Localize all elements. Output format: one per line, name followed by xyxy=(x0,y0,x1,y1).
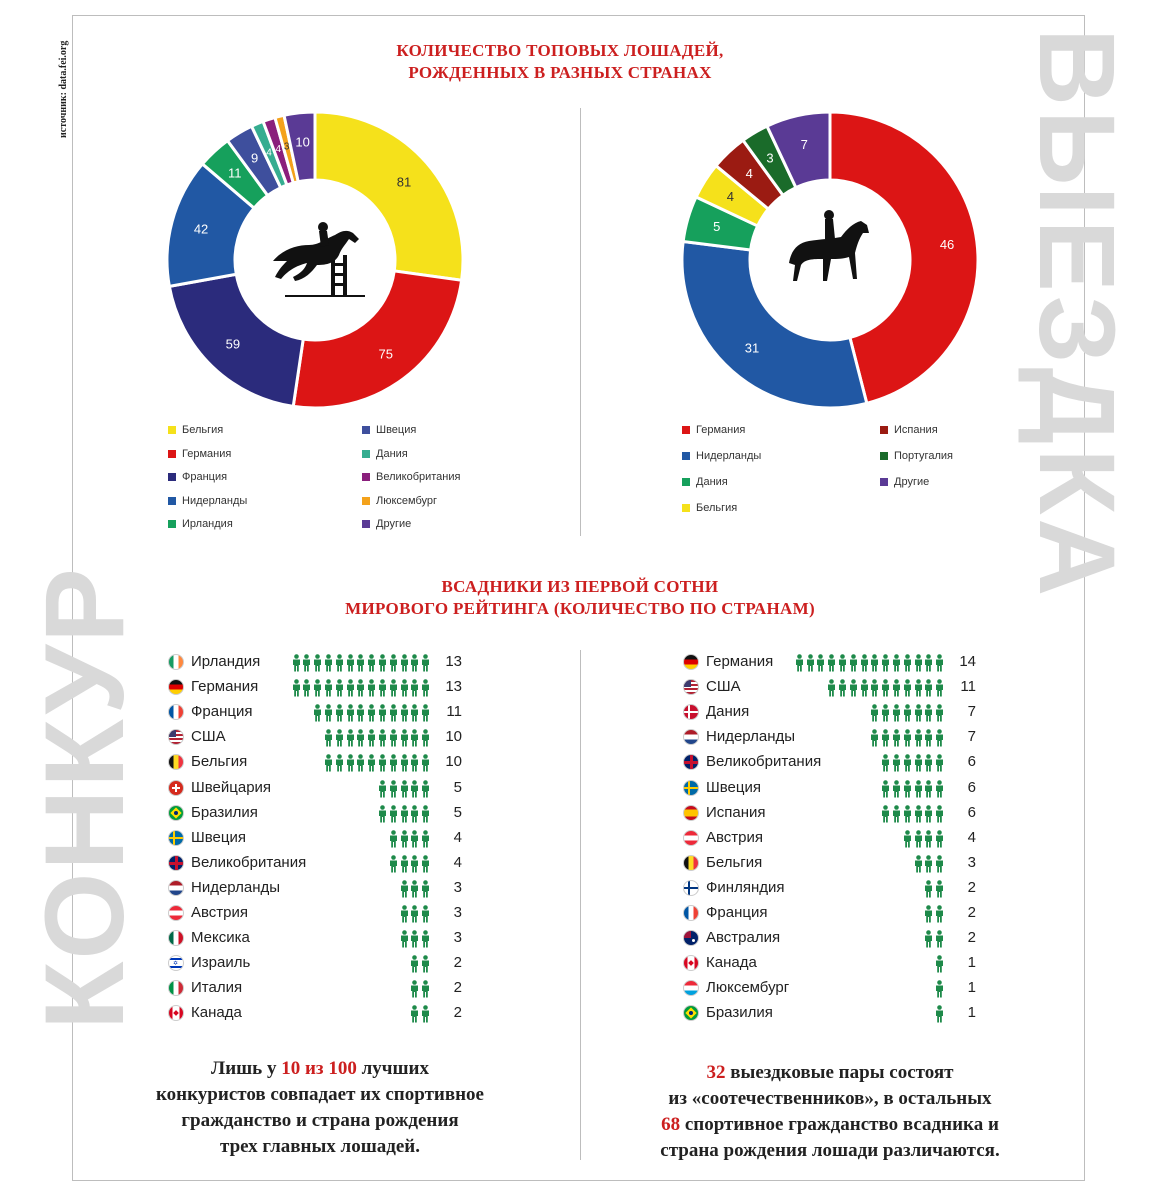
legend-swatch xyxy=(880,478,888,486)
country-name: Франция xyxy=(706,904,768,921)
rider-count: 2 xyxy=(967,904,976,921)
person-icon xyxy=(903,754,912,772)
flag-icon xyxy=(683,1005,699,1021)
person-icon xyxy=(881,704,890,722)
person-icon xyxy=(806,654,815,672)
pictogram-row xyxy=(0,676,1160,698)
rider-count: 3 xyxy=(967,853,976,871)
country-name: Бельгия xyxy=(706,853,763,871)
person-icon xyxy=(860,654,869,672)
donut-label-5: 3 xyxy=(766,150,774,166)
flag-icon xyxy=(683,729,699,745)
donut-label-9: 10 xyxy=(295,134,310,150)
people-group xyxy=(870,729,946,747)
flag-icon xyxy=(683,930,699,946)
legend-item-3 xyxy=(168,495,247,507)
note-text: из «соотечественников», в остальных xyxy=(668,1088,992,1109)
person-icon xyxy=(935,905,944,923)
person-icon xyxy=(924,855,933,873)
note-text: лучших xyxy=(356,1058,429,1079)
country-name: Австрия xyxy=(191,904,249,921)
person-icon xyxy=(892,679,901,697)
legend-item-2 xyxy=(682,476,728,488)
legend-swatch xyxy=(682,504,690,512)
flag-icon xyxy=(683,905,699,921)
pictogram-row xyxy=(0,877,1160,899)
person-icon xyxy=(838,654,847,672)
country-name: Австрия xyxy=(706,828,764,846)
rider-count: 3 xyxy=(453,904,462,921)
flag-icon xyxy=(683,980,699,996)
country-name: Швейцария xyxy=(191,778,272,796)
donut-label-7: 4 xyxy=(275,143,282,155)
country-name: Нидерланды xyxy=(191,878,281,896)
legend-item-6 xyxy=(362,448,408,460)
legend-swatch xyxy=(362,473,370,481)
person-icon xyxy=(935,880,944,898)
note-line xyxy=(600,1138,1060,1164)
country-name: Дания xyxy=(706,703,750,721)
people-group xyxy=(924,880,946,898)
person-icon xyxy=(827,654,836,672)
legend-item-0 xyxy=(682,424,745,436)
rider-count: 7 xyxy=(967,703,976,721)
people-group xyxy=(935,955,946,973)
person-icon xyxy=(914,754,923,772)
people-group xyxy=(935,980,946,998)
country-name: Австралия xyxy=(706,929,781,947)
person-icon xyxy=(892,729,901,747)
country-name: Швеция xyxy=(191,828,246,846)
person-icon xyxy=(935,830,944,848)
people-group xyxy=(881,754,946,772)
legend-swatch xyxy=(362,426,370,434)
country-name: Финляндия xyxy=(706,878,785,896)
note-text: страна рождения лошади различаются. xyxy=(660,1140,1000,1161)
person-icon xyxy=(903,729,912,747)
pictogram-row xyxy=(0,802,1160,824)
donut-label-2: 59 xyxy=(225,336,241,352)
rider-count: 13 xyxy=(445,678,462,696)
legend-item-8 xyxy=(362,495,437,507)
person-icon xyxy=(924,780,933,798)
note-text: Лишь у xyxy=(211,1058,282,1079)
legend-label: Другие xyxy=(894,476,930,488)
rider-count: 10 xyxy=(445,728,462,746)
rider-count: 1 xyxy=(967,979,976,997)
bottom-note-jumping xyxy=(100,1056,540,1160)
people-group xyxy=(881,805,946,823)
legend-label: Португалия xyxy=(894,450,953,462)
flag-icon xyxy=(683,880,699,896)
person-icon xyxy=(892,654,901,672)
person-icon xyxy=(892,780,901,798)
country-name: Канада xyxy=(191,1004,242,1022)
rider-count: 13 xyxy=(445,653,462,670)
side-word-right-text: ВЫЕЗДКА xyxy=(1017,28,1138,601)
legend-item-4 xyxy=(880,424,938,436)
person-icon xyxy=(881,729,890,747)
legend-item-0 xyxy=(168,424,223,436)
legend-swatch xyxy=(168,426,176,434)
legend-label: Германия xyxy=(696,424,746,436)
person-icon xyxy=(935,855,944,873)
note-line xyxy=(100,1056,540,1082)
flag-icon xyxy=(683,754,699,770)
rider-count: 3 xyxy=(453,878,462,896)
country-name: Бразилия xyxy=(706,1004,773,1022)
middle-title: ВСАДНИКИ ИЗ ПЕРВОЙ СОТНИ МИРОВОГО РЕЙТИНГА (КОЛИЧЕСТВО ПО СТРАНАМ) xyxy=(345,577,815,618)
pictogram-row xyxy=(0,852,1160,874)
rider-count: 10 xyxy=(445,753,462,771)
legend-item-1 xyxy=(168,448,231,460)
flag-icon xyxy=(683,704,699,720)
legend-swatch xyxy=(168,497,176,505)
country-name: Франция xyxy=(191,703,253,721)
person-icon xyxy=(881,754,890,772)
people-group xyxy=(914,855,946,873)
person-icon xyxy=(935,1005,944,1023)
flag-icon xyxy=(683,679,699,695)
legend-label: Дания xyxy=(696,476,728,488)
person-icon xyxy=(870,654,879,672)
person-icon xyxy=(903,654,912,672)
top-divider xyxy=(580,108,581,536)
donut-label-0: 81 xyxy=(396,174,412,190)
donut-label-4: 4 xyxy=(745,165,753,181)
person-icon xyxy=(924,729,933,747)
rider-count: 5 xyxy=(453,803,462,821)
person-icon xyxy=(903,704,912,722)
country-name: Великобритания xyxy=(191,853,307,871)
person-icon xyxy=(827,679,836,697)
pictogram-row xyxy=(0,927,1160,949)
rider-count: 2 xyxy=(453,954,462,972)
people-group xyxy=(935,1005,946,1023)
legend-swatch xyxy=(880,426,888,434)
legend-swatch xyxy=(880,452,888,460)
person-icon xyxy=(849,679,858,697)
person-icon xyxy=(860,679,869,697)
person-icon xyxy=(924,654,933,672)
country-name: Бразилия xyxy=(191,803,258,821)
country-name: США xyxy=(191,728,226,746)
person-icon xyxy=(903,679,912,697)
legend-item-6 xyxy=(880,476,929,488)
flag-icon: ✡ xyxy=(168,955,184,971)
legend-label: Германия xyxy=(182,447,232,460)
person-icon xyxy=(935,780,944,798)
donut-slice-1 xyxy=(682,241,867,408)
legend-swatch xyxy=(362,520,370,528)
legend-swatch xyxy=(682,452,690,460)
rider-count: 1 xyxy=(967,954,976,972)
pictogram-row xyxy=(0,701,1160,723)
legend-label: Ирландия xyxy=(182,518,233,530)
country-name: Нидерланды xyxy=(706,728,796,746)
donut-label-1: 75 xyxy=(378,346,393,362)
rider-count: 2 xyxy=(453,1004,462,1022)
legend-item-5 xyxy=(880,450,953,462)
rider-count: 7 xyxy=(967,728,976,746)
person-icon xyxy=(903,805,912,823)
person-icon xyxy=(881,805,890,823)
rider-count: 4 xyxy=(967,828,976,846)
legend-swatch xyxy=(168,473,176,481)
legend-swatch xyxy=(682,426,690,434)
person-icon xyxy=(914,830,923,848)
legend-item-2 xyxy=(168,471,227,483)
person-icon xyxy=(935,930,944,948)
note-text: выездковые пары состоят xyxy=(725,1062,954,1083)
person-icon xyxy=(935,754,944,772)
donut-label-5: 9 xyxy=(250,150,259,166)
legend-label: Дания xyxy=(376,447,408,460)
country-name: Германия xyxy=(706,653,774,670)
legend-label: Испания xyxy=(894,424,938,436)
country-name: Израиль xyxy=(191,954,251,972)
country-name: Испания xyxy=(706,803,766,821)
person-icon xyxy=(838,679,847,697)
person-icon xyxy=(881,654,890,672)
pictogram-row xyxy=(0,726,1160,748)
rider-count: 4 xyxy=(453,853,462,871)
flag-icon xyxy=(683,654,699,670)
person-icon xyxy=(935,955,944,973)
person-icon xyxy=(816,654,825,672)
person-icon xyxy=(935,704,944,722)
pictogram-row xyxy=(0,952,1160,974)
person-icon xyxy=(914,780,923,798)
country-name: Канада xyxy=(706,954,757,972)
donut-label-1: 31 xyxy=(744,340,760,356)
legend-item-9 xyxy=(362,518,411,530)
donut-label-3: 4 xyxy=(726,188,734,204)
flag-icon xyxy=(683,830,699,846)
country-name: Люксембург xyxy=(706,979,790,997)
person-icon xyxy=(914,805,923,823)
legend-label: Швеция xyxy=(376,424,417,436)
person-icon xyxy=(935,805,944,823)
rider-count: 6 xyxy=(967,803,976,821)
donut-label-2: 5 xyxy=(713,219,721,235)
flag-icon xyxy=(683,805,699,821)
flag-icon xyxy=(683,855,699,871)
rider-count: 2 xyxy=(453,979,462,997)
legend-swatch xyxy=(682,478,690,486)
note-text: конкуристов совпадает их спортивное xyxy=(155,1084,484,1105)
person-icon xyxy=(924,754,933,772)
pictogram-row xyxy=(0,777,1160,799)
country-name: США xyxy=(706,678,741,696)
legend-swatch xyxy=(362,450,370,458)
legend-item-3 xyxy=(682,502,737,514)
person-icon xyxy=(795,654,804,672)
pictogram-row xyxy=(0,751,1160,773)
pictogram-row xyxy=(0,651,1160,673)
donut-chart-dressage xyxy=(675,105,985,415)
note-text: гражданство и страна рождения xyxy=(181,1110,459,1131)
donut-label-3: 42 xyxy=(193,221,209,237)
legend-label: Франция xyxy=(182,471,228,483)
person-icon xyxy=(924,905,933,923)
pictogram-row xyxy=(0,902,1160,924)
people-group xyxy=(870,704,946,722)
donut-chart-jumping xyxy=(160,105,470,415)
legend-item-1 xyxy=(682,450,761,462)
flag-icon xyxy=(683,955,699,971)
note-line xyxy=(100,1082,540,1108)
rider-count: 2 xyxy=(967,929,976,947)
person-icon xyxy=(849,654,858,672)
rider-count: 6 xyxy=(967,778,976,796)
people-group xyxy=(903,830,946,848)
bottom-note-dressage xyxy=(600,1060,1060,1164)
dressage-horse-icon xyxy=(789,210,869,281)
rider-count: 11 xyxy=(960,678,976,696)
rider-count: 3 xyxy=(453,929,462,947)
person-icon xyxy=(892,704,901,722)
legend-label: Бельгия xyxy=(696,502,738,514)
rider-count: 4 xyxy=(453,828,462,846)
rider-count: 5 xyxy=(453,778,462,796)
person-icon xyxy=(935,980,944,998)
person-icon xyxy=(881,679,890,697)
note-line xyxy=(600,1060,1060,1086)
flag-icon xyxy=(683,780,699,796)
note-line xyxy=(600,1112,1060,1138)
people-group xyxy=(881,780,946,798)
person-icon xyxy=(924,704,933,722)
country-name: Мексика xyxy=(191,929,250,947)
note-line xyxy=(100,1134,540,1160)
country-name: Великобритания xyxy=(706,753,822,771)
legend-label: Нидерланды xyxy=(182,494,248,507)
legend-item-4 xyxy=(168,518,233,530)
legend-label: Люксембург xyxy=(376,494,438,507)
person-icon xyxy=(924,679,933,697)
top-title: КОЛИЧЕСТВО ТОПОВЫХ ЛОШАДЕЙ, РОЖДЕННЫХ В РАЗНЫХ СТРАНАХ xyxy=(396,41,724,82)
donut-label-4: 11 xyxy=(227,165,242,181)
pictogram-row xyxy=(0,977,1160,999)
country-name: Германия xyxy=(191,678,259,696)
donut-label-6: 4 xyxy=(266,147,272,159)
country-name: Швеция xyxy=(706,778,761,796)
legend-label: Бельгия xyxy=(182,424,224,436)
note-text: спортивное гражданство всадника и xyxy=(680,1114,999,1135)
legend-label: Нидерланды xyxy=(696,450,762,462)
note-line xyxy=(600,1086,1060,1112)
person-icon xyxy=(870,704,879,722)
country-name: Италия xyxy=(191,979,243,997)
people-group xyxy=(924,905,946,923)
pictogram-row xyxy=(0,827,1160,849)
legend-item-5 xyxy=(362,424,416,436)
country-name: Ирландия xyxy=(191,653,261,670)
people-group xyxy=(795,654,946,672)
show-jumping-horse-icon xyxy=(273,222,365,297)
person-icon xyxy=(935,679,944,697)
person-icon xyxy=(903,830,912,848)
donut-label-8: 3 xyxy=(283,141,290,153)
note-text: трех главных лошадей. xyxy=(220,1136,420,1157)
person-icon xyxy=(881,780,890,798)
legend-label: Великобритания xyxy=(376,471,461,483)
donut-label-6: 7 xyxy=(800,136,808,152)
donut-label-0: 46 xyxy=(939,237,955,253)
legend-swatch xyxy=(168,450,176,458)
legend-swatch xyxy=(168,520,176,528)
note-highlight: 10 из 100 xyxy=(281,1058,357,1079)
person-icon xyxy=(892,754,901,772)
person-icon xyxy=(924,830,933,848)
rider-count: 11 xyxy=(446,703,462,721)
person-icon xyxy=(914,729,923,747)
person-icon xyxy=(924,805,933,823)
donut-slice-1 xyxy=(293,271,461,408)
note-line xyxy=(100,1108,540,1134)
person-icon xyxy=(935,654,944,672)
legend-swatch xyxy=(362,497,370,505)
country-name: Бельгия xyxy=(191,753,248,771)
legend-item-7 xyxy=(362,471,460,483)
side-word-left: КОНКУР xyxy=(22,566,147,1030)
legend-label: Другие xyxy=(376,518,412,530)
person-icon xyxy=(914,679,923,697)
person-icon xyxy=(870,729,879,747)
note-highlight: 68 xyxy=(661,1114,681,1135)
person-icon xyxy=(924,930,933,948)
rider-count: 2 xyxy=(967,878,976,896)
rider-count: 6 xyxy=(967,753,976,771)
rider-count: 14 xyxy=(959,653,976,670)
person-icon xyxy=(935,729,944,747)
people-group xyxy=(827,679,946,697)
person-icon xyxy=(914,654,923,672)
note-highlight: 32 xyxy=(706,1062,726,1083)
person-icon xyxy=(903,780,912,798)
person-icon xyxy=(870,679,879,697)
rider-count: 1 xyxy=(967,1004,976,1022)
pictogram-row xyxy=(0,1002,1160,1024)
source-note: источник: data.fei.org xyxy=(58,40,69,138)
person-icon xyxy=(914,855,923,873)
people-group xyxy=(924,930,946,948)
person-icon xyxy=(914,704,923,722)
person-icon xyxy=(924,880,933,898)
person-icon xyxy=(892,805,901,823)
